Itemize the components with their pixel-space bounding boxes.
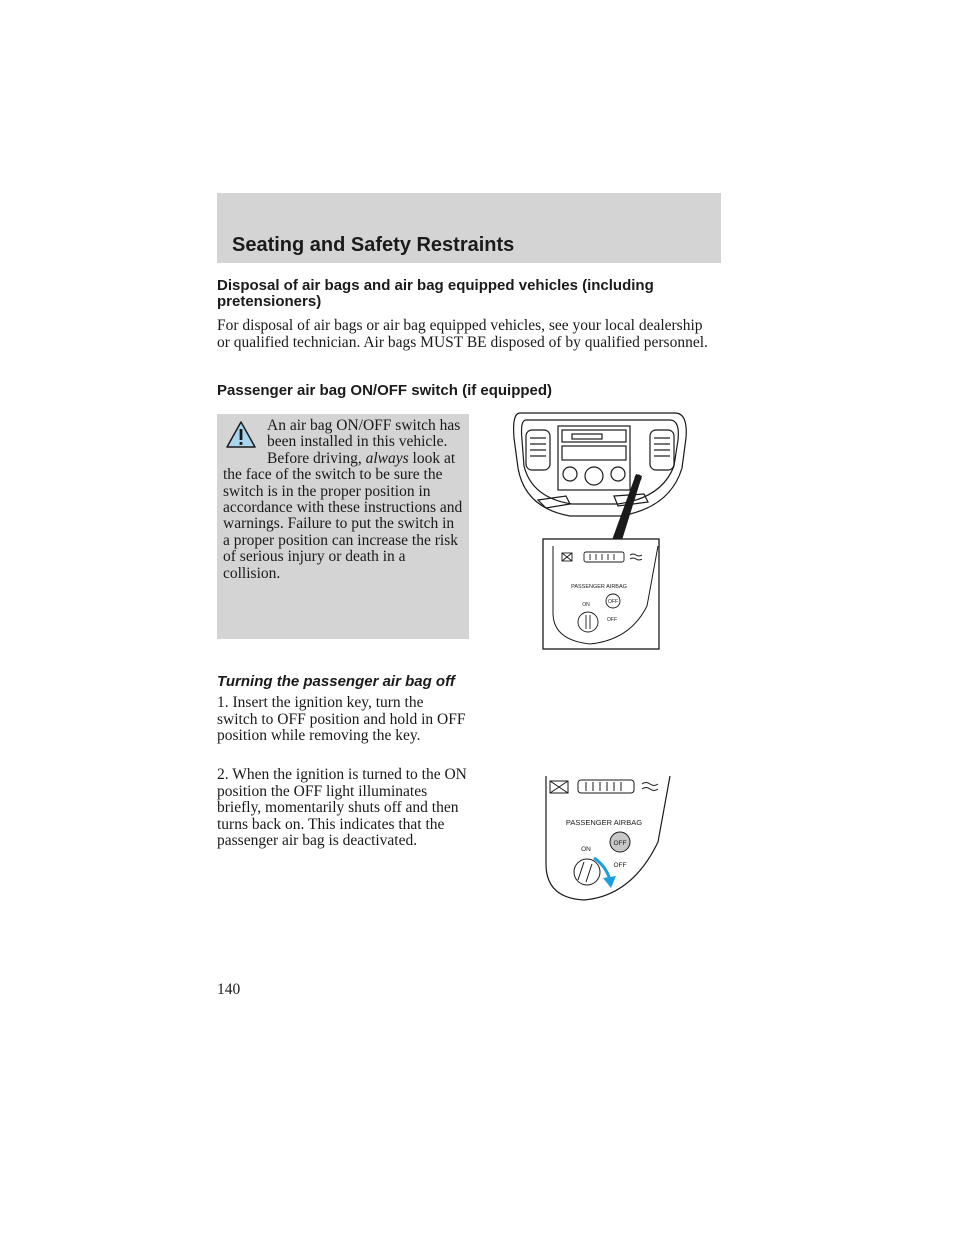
step-2-text: 2. When the ignition is turned to the ON position the OFF light illuminates briefly, momentarily shuts off and then turns back on. This indicates that the passenger air bag is deactivated. xyxy=(217,766,467,850)
warning-text xyxy=(223,418,463,582)
turn-off-on-label: ON xyxy=(581,846,591,853)
off-light-label: OFF xyxy=(608,599,618,605)
warning-text-end: look at the face of the switch to be sure the switch is in the proper position in accordance with these instructions and warnings. Failure to put the switch in a proper position can increase the risk of serious injury or death in a collision. xyxy=(223,449,463,582)
switch-panel-label: PASSENGER AIRBAG xyxy=(571,584,627,590)
step-1-text: 1. Insert the ignition key, turn the switch to OFF position and hold in OFF position while removing the key. xyxy=(217,694,466,745)
page-number: 140 xyxy=(217,981,241,998)
turn-off-panel-label: PASSENGER AIRBAG xyxy=(565,818,643,827)
turn-off-light-label: OFF xyxy=(613,840,627,847)
dashboard-switch-figure xyxy=(510,408,690,653)
turn-off-switch-figure xyxy=(540,772,675,907)
warning-emphasis: always xyxy=(365,449,409,467)
pointer-callout xyxy=(612,474,642,540)
turning-off-heading: Turning the passenger air bag off xyxy=(217,673,455,690)
turn-off-off-label: OFF xyxy=(613,862,627,869)
on-position-label: ON xyxy=(582,602,590,608)
warning-box xyxy=(217,414,469,639)
dashboard-illustration xyxy=(514,413,687,516)
disposal-heading: Disposal of air bags and air bag equipped vehicles (including pretensioners) xyxy=(217,277,654,310)
off-position-label: OFF xyxy=(607,617,617,623)
warning-text-start: An air bag ON/OFF switch has been installed in this vehicle. Before driving, xyxy=(267,417,461,467)
section-title: Seating and Safety Restraints xyxy=(232,234,515,256)
section-header-band xyxy=(217,193,721,263)
disposal-body: For disposal of air bags or air bag equipped vehicles, see your local dealership or qualified technician. Air bags MUST BE disposed of by qualified personnel. xyxy=(217,317,708,351)
switch-heading: Passenger air bag ON/OFF switch (if equipped) xyxy=(217,382,553,399)
